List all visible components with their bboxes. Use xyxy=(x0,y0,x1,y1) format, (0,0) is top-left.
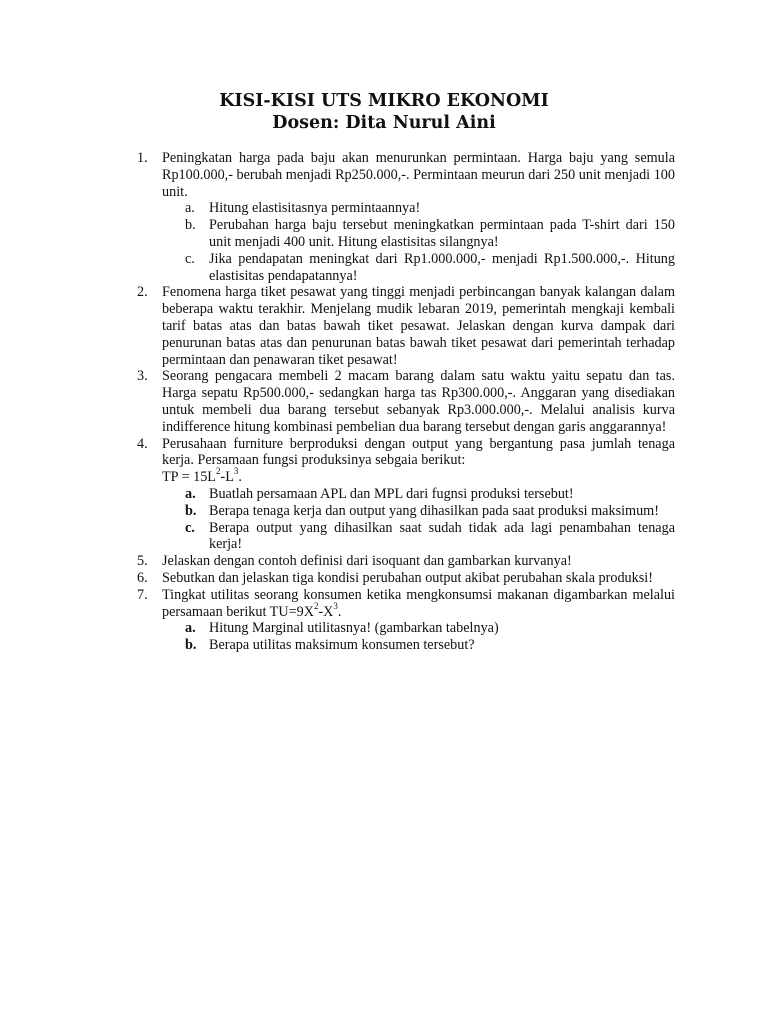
question-item xyxy=(137,569,675,587)
sub-question-text: Perubahan harga baju tersebut meningkatkan permintaan pada T-shirt dari 150 unit menjadi 400 unit. Hitung elastisitas silangnya! xyxy=(209,217,675,250)
sub-question-label: c. xyxy=(185,250,195,267)
question-text: Tingkat utilitas seorang konsumen ketika mengkonsumsi makanan digambarkan melalui persamaan berikut $TU=9X^2-X^3$. xyxy=(162,586,675,620)
sub-question xyxy=(185,217,675,251)
sub-question xyxy=(185,620,675,637)
sub-question-text: Berapa tenaga kerja dan output yang dihasilkan pada saat produksi maksimum! xyxy=(209,502,659,519)
lecturer-line: Dosen: Dita Nurul Aini xyxy=(272,113,496,133)
question-item xyxy=(137,284,675,368)
question-text: Perusahaan furniture berproduksi dengan output yang bergantung pasa jumlah tenaga kerja. Persamaan fungsi produksinya sebgaia berikut: xyxy=(162,435,675,469)
sub-question-label: b. xyxy=(185,637,197,654)
sub-question-list xyxy=(162,486,675,553)
sub-question-list xyxy=(162,620,675,654)
sub-question-label: b. xyxy=(185,217,196,234)
question-item xyxy=(137,150,675,284)
question-text: Sebutkan dan jelaskan tiga kondisi perubahan output akibat perubahan skala produksi! xyxy=(162,569,653,586)
question-number: 6. xyxy=(137,569,148,586)
sub-question-label: b. xyxy=(185,502,197,519)
sub-question-label: a. xyxy=(185,620,196,637)
sub-question xyxy=(185,519,675,554)
question-item xyxy=(137,586,675,654)
question-text: Peningkatan harga pada baju akan menurunkan permintaan. Harga baju yang semula Rp100.000,- berubah menjadi Rp250.000,-. Permintaan meurun dari 250 unit menjadi 100 unit. xyxy=(162,150,675,200)
sub-question-text: Hitung elastisitasnya permintaannya! xyxy=(209,200,421,217)
question-list xyxy=(137,150,675,654)
question-number: 5. xyxy=(137,553,148,570)
sub-question-label: a. xyxy=(185,485,196,502)
sub-question-label: a. xyxy=(185,200,195,217)
sub-question-text: Berapa utilitas maksimum konsumen tersebut? xyxy=(209,637,475,654)
sub-question-text: Hitung Marginal utilitasnya! (gambarkan tabelnya) xyxy=(209,620,499,637)
document-title: KISI-KISI UTS MIKRO EKONOMI xyxy=(219,91,549,111)
sub-question xyxy=(185,502,675,520)
sub-question-label: c. xyxy=(185,519,195,536)
question-number: 7. xyxy=(137,586,148,603)
question-number: 3. xyxy=(137,368,148,385)
question-number: 1. xyxy=(137,150,148,166)
sub-question xyxy=(185,485,675,503)
sub-question xyxy=(185,250,675,285)
sub-question-text: Berapa output yang dihasilkan saat sudah tidak ada lagi penambahan tenaga kerja! xyxy=(209,519,675,553)
sub-question-text: Buatlah persamaan APL dan MPL dari fugnsi produksi tersebut! xyxy=(209,485,574,502)
sub-question-text: Jika pendapatan meningkat dari Rp1.000.000,- menjadi Rp1.500.000,-. Hitung elastisitas pendapatannya! xyxy=(209,250,675,284)
sub-question xyxy=(185,637,675,654)
question-number: 2. xyxy=(137,284,148,301)
question-number: 4. xyxy=(137,435,148,452)
question-item xyxy=(137,368,675,435)
question-text: Jelaskan dengan contoh definisi dari isoquant dan gambarkan kurvanya! xyxy=(162,553,572,570)
production-function-formula: TP = $15L^2-L^3$. xyxy=(162,466,242,486)
question-text: Fenomena harga tiket pesawat yang tinggi menjadi perbincangan banyak kalangan dalam beberapa waktu terakhir. Menjelang mudik lebaran 2019, pemerintah mengkaji kembali tarif batas atas dan batas bawah tiket pesawat. Jelaskan dengan kurva dampak dari penurunan batas atas dan penurunan batas bawah tiket pesawat dari pemerintah terhadap permintaan dan penawaran tiket pesawat! xyxy=(162,284,675,368)
question-item xyxy=(137,553,675,570)
sub-question-list xyxy=(162,200,675,284)
question-text: Seorang pengacara membeli 2 macam barang dalam satu waktu yaitu sepatu dan tas. Harga sepatu Rp500.000,- sedangkan harga tas Rp300.000,-. Anggaran yang disediakan untuk membeli dua barang tersebut sebanyak Rp3.000.000,-. Melalui analisis kurva indifference hitung kombinasi pembelian dua barang tersebut dengan garis anggarannya! xyxy=(162,368,675,435)
sub-question xyxy=(185,200,675,217)
question-item xyxy=(137,435,675,554)
